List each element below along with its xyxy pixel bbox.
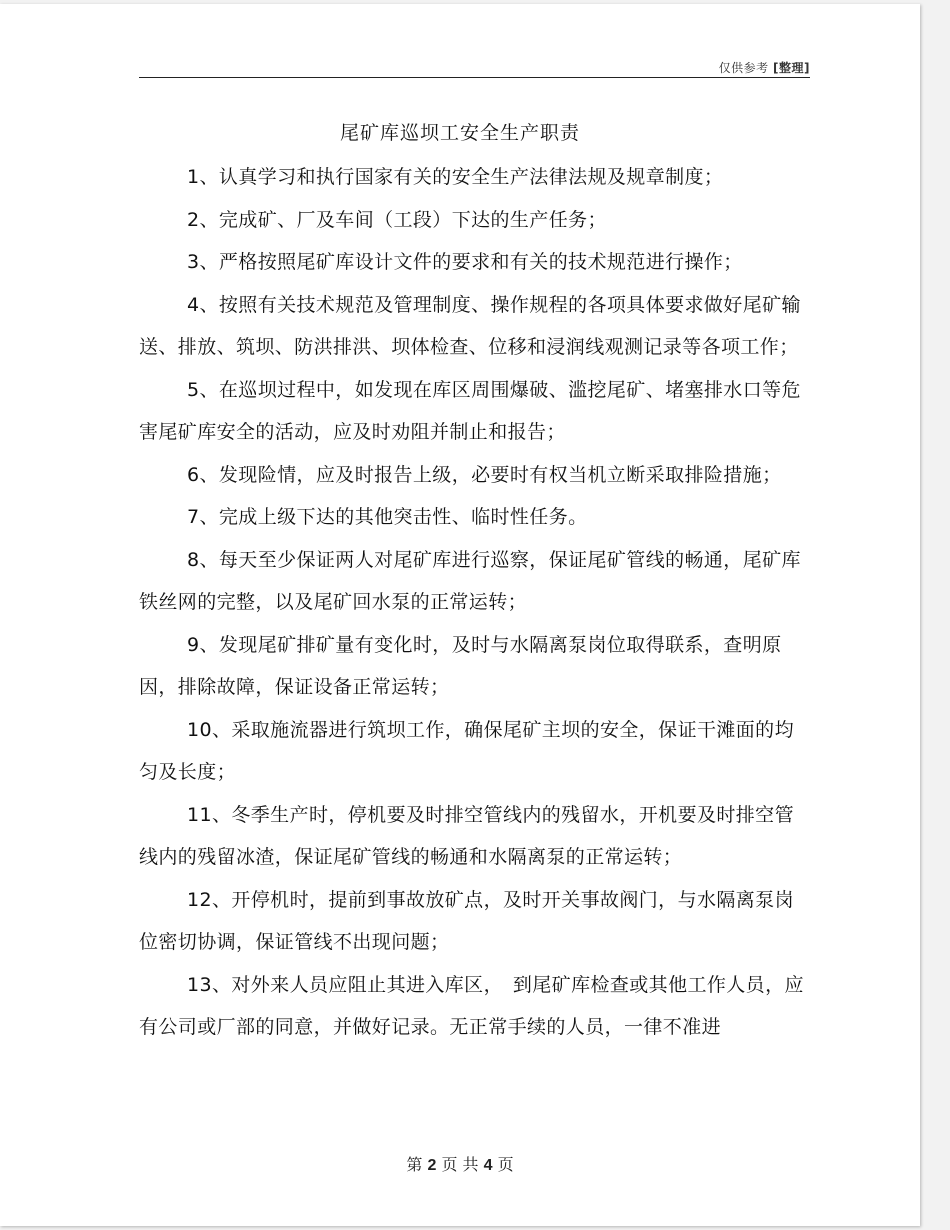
paragraph: 11、冬季生产时，停机要及时排空管线内的残留水，开机要及时排空管线内的残留冰渣，保证尾矿管线的畅通和水隔离泵的正常运转；: [139, 803, 794, 868]
footer-page-number: 2: [427, 1157, 437, 1174]
footer-middle: 页 共: [441, 1155, 479, 1174]
document-body: [139, 156, 811, 1049]
page-header: [719, 59, 810, 76]
paragraph: 2、完成矿、厂及车间（工段）下达的生产任务；: [187, 208, 607, 231]
paragraph: 13、对外来人员应阻止其进入库区， 到尾矿库检查或其他工作人员，应有公司或厂部的同意，并做好记录。无正常手续的人员，一律不准进: [139, 973, 804, 1038]
page-footer: [0, 1152, 920, 1175]
header-label: 仅供参考: [718, 61, 769, 75]
document-title: 尾矿库巡坝工安全生产职责: [339, 122, 580, 144]
paragraph: 12、开停机时，提前到事故放矿点，及时开关事故阀门，与水隔离泵岗位密切协调，保证管线不出现问题；: [139, 888, 794, 953]
paragraph: 4、按照有关技术规范及管理制度、操作规程的各项具体要求做好尾矿输送、排放、筑坝、防洪排洪、坝体检查、位移和浸润线观测记录等各项工作；: [139, 293, 801, 358]
header-tag: [整理]: [773, 61, 810, 75]
paragraph: 8、每天至少保证两人对尾矿库进行巡察，保证尾矿管线的畅通，尾矿库铁丝网的完整，以及尾矿回水泵的正常运转；: [139, 548, 801, 613]
document-page: [0, 4, 920, 1226]
paragraph: 10、采取施流器进行筑坝工作，确保尾矿主坝的安全，保证干滩面的均匀及长度；: [139, 718, 794, 783]
paragraph: 5、在巡坝过程中，如发现在库区周围爆破、滥挖尾矿、堵塞排水口等危害尾矿库安全的活动，应及时劝阻并制止和报告；: [139, 378, 801, 443]
paragraph: 3、严格按照尾矿库设计文件的要求和有关的技术规范进行操作；: [187, 251, 743, 273]
paragraph: 6、发现险情，应及时报告上级，必要时有权当机立断采取排险措施；: [187, 463, 782, 486]
paragraph: 1、认真学习和执行国家有关的安全生产法律法规及规章制度；: [187, 166, 724, 188]
footer-prefix: 第: [406, 1155, 423, 1174]
header-divider: [139, 77, 810, 78]
footer-total-pages: 4: [483, 1157, 493, 1174]
paragraph: 9、发现尾矿排矿量有变化时，及时与水隔离泵岗位取得联系，查明原因，排除故障，保证设备正常运转；: [139, 633, 782, 698]
footer-suffix: 页: [497, 1155, 514, 1174]
paragraph: 7、完成上级下达的其他突击性、临时性任务。: [187, 506, 588, 528]
